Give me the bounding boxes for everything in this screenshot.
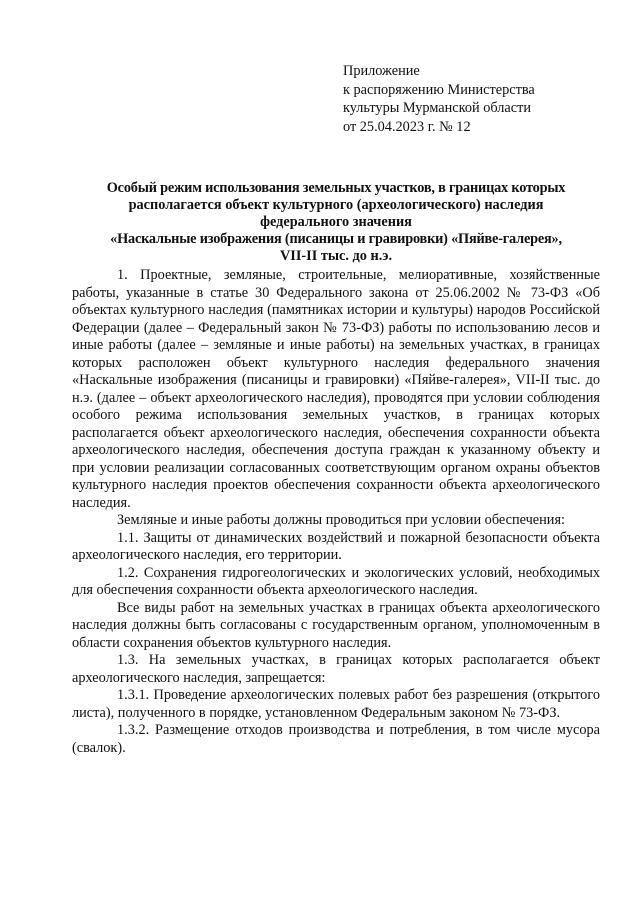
paragraph-conditions-intro: Земляные и иные работы должны проводиться при условии обеспечения: [117,512,565,528]
title-line-1: Особый режим использования земельных участков, в границах которых [106,180,566,196]
paragraph-1-3-2: 1.3.2. Размещение отходов производства и потребления, в том числе мусора (свалок). [72,722,600,756]
paragraph-1-3-1: 1.3.1. Проведение археологических полевых работ без разрешения (открытого листа), полученного в порядке, установленном Федеральным законом № 73-ФЗ. [72,687,600,721]
title-line-4: «Наскальные изображения (писаницы и гравировки) «Пяйве-галерея», [110,231,562,247]
title-line-2: располагается объект культурного (археологического) наследия [128,197,544,213]
paragraph-1: 1. Проектные, земляные, строительные, мелиоративные, хозяйственные работы, указанные в статье 30 Федерального закона от 25.06.2002 № 73-ФЗ «Об объектах культурного наследия (памятниках истории и культуры) народов Российской Федерации (далее – Федеральный закон № 73-ФЗ) работы по использованию лесов и иные работы (далее – земляные и иные работы) на земельных участках, в границах которых расположен объект культурного наследия федерального значения «Наскальные изображения (писаницы и гравировки) «Пяйве-галерея», VII-II тыс. до н.э. (далее – объект археологического наследия), проводятся при условии соблюдения особого режима использования земельных участков, в границах которых располагается объект археологического наследия, обеспечения сохранности объекта археологического наследия, обеспечения доступа граждан к указанному объекту и при условии реализации согласованных соответствующим органом охраны объектов культурного наследия проектов обеспечения сохранности объекта археологического наследия. [72,267,600,511]
paragraph-1-3: 1.3. На земельных участках, в границах которых располагается объект археологического наследия, запрещается: [72,652,600,686]
title-line-3: федерального значения [260,214,412,230]
document-title [72,180,600,265]
paragraph-1-2: 1.2. Сохранения гидрогеологических и экологических условий, необходимых для обеспечения сохранности объекта археологического наследия. [72,564,600,598]
document-body [72,267,600,757]
title-line-5: VII-II тыс. до н.э. [279,248,393,264]
appendix-ministry: культуры Мурманской области [343,100,532,116]
appendix-order-reference: к распоряжению Министерства [343,81,535,98]
appendix-date-number: от 25.04.2023 г. № 12 [343,118,471,135]
paragraph-works-approval: Все виды работ на земельных участках в границах объекта археологического наследия должны быть согласованы с государственным органом, уполномоченным в области сохранения объектов культурного наследия. [72,599,600,651]
paragraph-1-1: 1.1. Защиты от динамических воздействий и пожарной безопасности объекта археологического наследия, его территории. [72,529,600,563]
appendix-header [343,62,603,136]
appendix-title: Приложение [343,63,420,79]
